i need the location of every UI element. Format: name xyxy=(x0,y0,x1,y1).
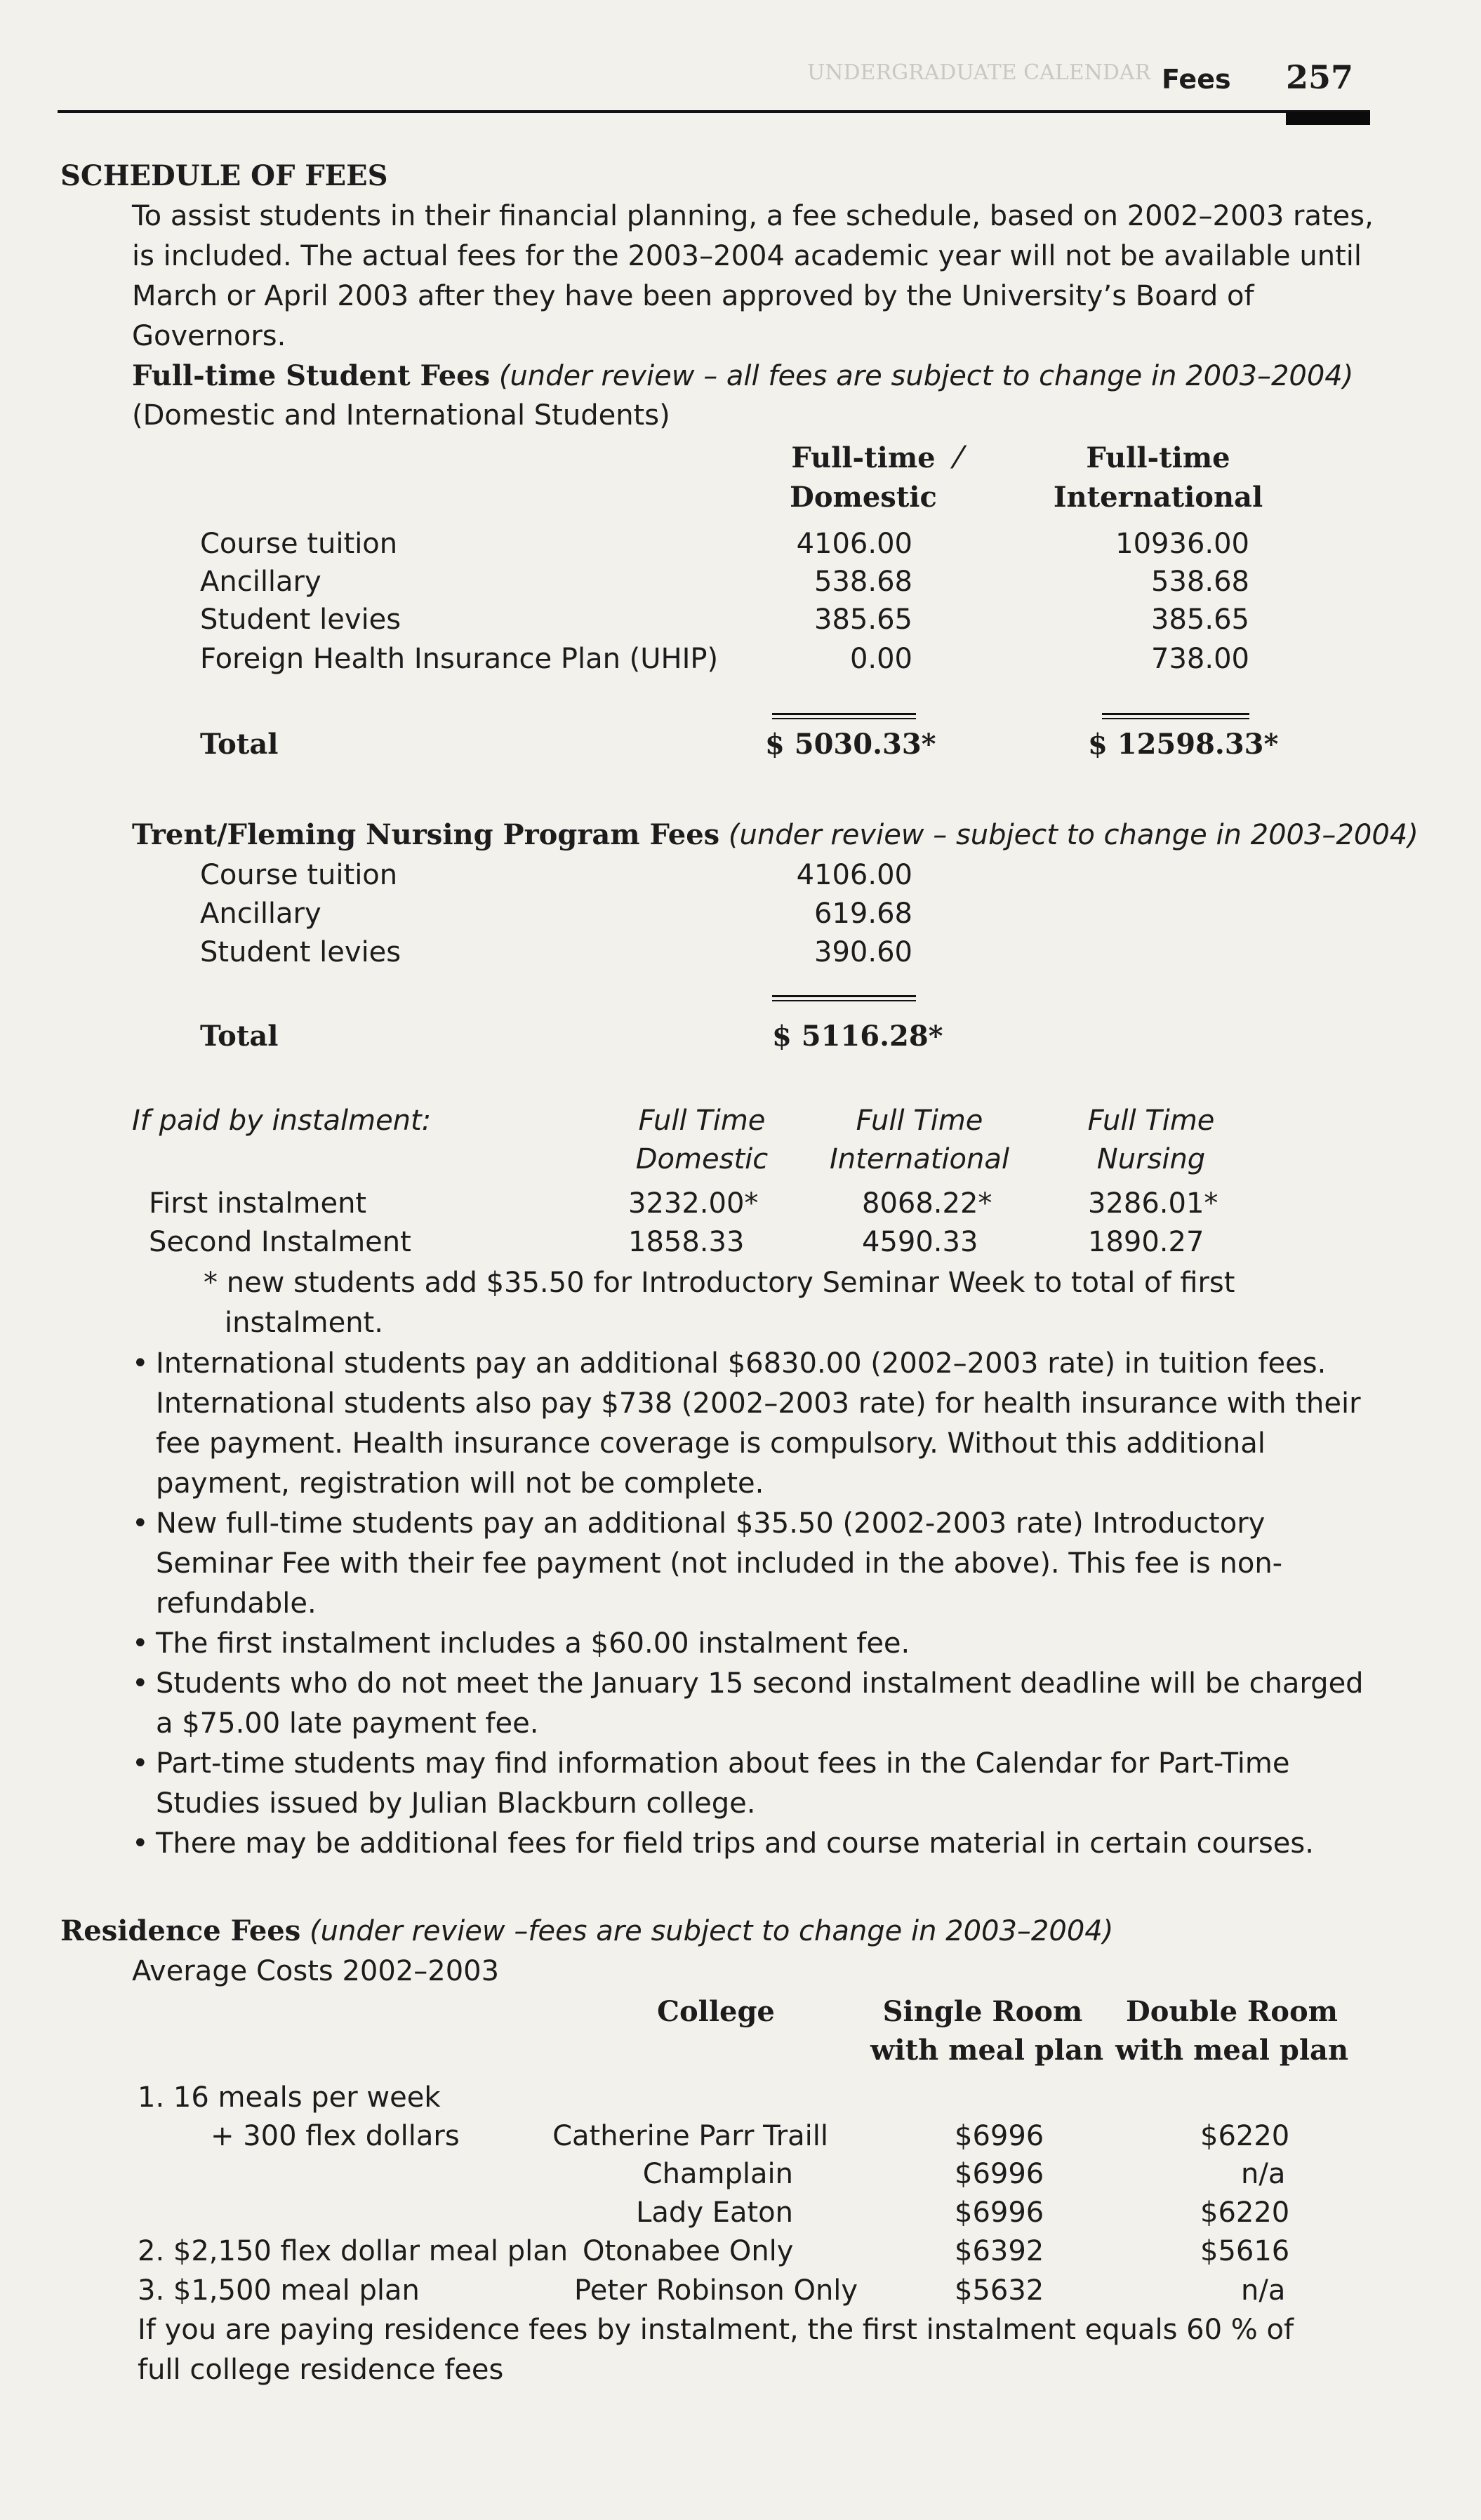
col-college: College xyxy=(657,1995,775,2028)
bullet-icon: • xyxy=(132,1667,149,1700)
nursing-value: 390.60 xyxy=(814,936,912,968)
header-tab xyxy=(1286,112,1370,125)
nursing-note: (under review – subject to change in 2003–2004) xyxy=(728,819,1419,851)
sum-rule xyxy=(1102,718,1249,719)
list-item xyxy=(132,1504,1377,1624)
plan-name: 3. $1,500 meal plan xyxy=(138,2274,420,2307)
row-label: Second Instalment xyxy=(149,1226,411,1258)
domestic-value: 0.00 xyxy=(849,643,912,675)
nursing-heading xyxy=(132,816,1419,854)
college-name: Lady Eaton xyxy=(636,2196,793,2229)
bullet-text: The first instalment includes a $60.00 instalment fee. xyxy=(156,1627,910,1660)
instalment-col-domestic: Full Time xyxy=(638,1105,766,1137)
college-name: Peter Robinson Only xyxy=(574,2274,858,2307)
running-head-section: Fees xyxy=(1162,64,1231,95)
col-domestic-line1: Full-time xyxy=(791,441,936,474)
show-through-text: UNDERGRADUATE CALENDAR xyxy=(807,60,1151,85)
col-double-line2: with meal plan xyxy=(1115,2034,1349,2067)
single-price: $5632 xyxy=(955,2274,1044,2307)
nursing-total-value: $ 5116.28* xyxy=(772,1020,943,1053)
list-item xyxy=(132,1744,1377,1824)
plan-1-line1: 1. 16 meals per week xyxy=(138,2081,441,2114)
instalment-value: 4590.33 xyxy=(862,1226,978,1258)
residence-heading xyxy=(60,1912,1113,1950)
col-single-line1: Single Room xyxy=(882,1995,1083,2028)
instalment-value: 1858.33 xyxy=(628,1226,745,1258)
domestic-value: 4106.00 xyxy=(796,528,912,560)
nursing-value: 619.68 xyxy=(814,898,912,930)
instalment-value: 3286.01* xyxy=(1088,1187,1218,1220)
single-price: $6392 xyxy=(955,2235,1044,2267)
list-item xyxy=(132,1824,1377,1864)
row-label: Student levies xyxy=(200,936,401,968)
bullet-text: International students pay an additional $6830.00 (2002–2003 rate) in tuition fees. International students also pay $738 (2002–2003 rate) for health insurance with their fee payment. Health insurance coverage is compulsory. Without this additional payment, registration will not be complete. xyxy=(156,1347,1361,1500)
domestic-value: 385.65 xyxy=(814,604,912,636)
fulltime-heading xyxy=(132,357,1353,395)
bullet-text: New full-time students pay an additional $35.50 (2002-2003 rate) Introductory Seminar Fee with their fee payment (not included in the above). This fee is non-refundable. xyxy=(156,1507,1283,1620)
row-label: Course tuition xyxy=(200,859,398,891)
college-name: Otonabee Only xyxy=(583,2235,794,2267)
instalment-footnote: * new students add $35.50 for Introductory Seminar Week to total of first instalment. xyxy=(204,1267,1235,1339)
fulltime-title: Full-time Student Fees xyxy=(132,359,491,392)
bullet-text: There may be additional fees for field trips and course material in certain courses. xyxy=(156,1827,1314,1860)
instalment-col-international: International xyxy=(830,1143,1009,1175)
row-label: Course tuition xyxy=(200,528,398,560)
list-item xyxy=(132,1664,1377,1744)
bullet-icon: • xyxy=(132,1627,149,1660)
col-double-line1: Double Room xyxy=(1126,1995,1338,2028)
international-value: 10936.00 xyxy=(1115,528,1249,560)
double-price: $6220 xyxy=(1200,2196,1290,2229)
instalment-value: 3232.00* xyxy=(628,1187,759,1220)
sum-rule xyxy=(1102,713,1249,715)
pen-mark: ⁄ xyxy=(956,440,962,476)
sum-rule xyxy=(772,713,916,715)
sum-rule xyxy=(772,1000,916,1001)
residence-note: (under review –fees are subject to change in 2003–2004) xyxy=(309,1915,1114,1947)
col-single-line2: with meal plan xyxy=(870,2034,1104,2067)
domestic-value: 538.68 xyxy=(814,566,912,598)
row-label: Ancillary xyxy=(200,566,321,598)
total-label: Total xyxy=(200,728,279,761)
total-domestic: $ 5030.33* xyxy=(765,728,936,761)
col-international-line2: International xyxy=(1053,481,1263,514)
college-name: Champlain xyxy=(642,2158,793,2190)
sum-rule xyxy=(772,718,916,719)
instalment-col-domestic: Domestic xyxy=(635,1143,769,1175)
bullet-icon: • xyxy=(132,1507,149,1540)
instalment-value: 1890.27 xyxy=(1088,1226,1204,1258)
row-label: Foreign Health Insurance Plan (UHIP) xyxy=(200,643,719,675)
instalment-label: If paid by instalment: xyxy=(132,1105,432,1137)
list-item xyxy=(132,1624,1377,1664)
single-price: $6996 xyxy=(955,2196,1044,2229)
fee-notes-list xyxy=(132,1344,1377,1864)
residence-footer-note: If you are paying residence fees by instalment, the first instalment equals 60 % of full college residence fees xyxy=(138,2314,1294,2386)
header-rule xyxy=(58,110,1370,113)
sum-rule xyxy=(772,995,916,997)
residence-subtitle: Average Costs 2002–2003 xyxy=(132,1955,500,1987)
bullet-icon: • xyxy=(132,1747,149,1780)
total-international: $ 12598.33* xyxy=(1088,728,1279,761)
bullet-icon: • xyxy=(132,1827,149,1860)
instalment-col-international: Full Time xyxy=(856,1105,983,1137)
college-name: Catherine Parr Traill xyxy=(552,2120,828,2152)
double-price: n/a xyxy=(1241,2158,1286,2190)
double-price: $6220 xyxy=(1200,2120,1290,2152)
page-number: 257 xyxy=(1286,58,1354,96)
residence-title: Residence Fees xyxy=(60,1914,301,1947)
international-value: 738.00 xyxy=(1151,643,1249,675)
plan-1-line2: + 300 flex dollars xyxy=(211,2120,460,2152)
single-price: $6996 xyxy=(955,2120,1044,2152)
col-international-line1: Full-time xyxy=(1086,441,1230,474)
list-item xyxy=(132,1344,1377,1504)
row-label: Student levies xyxy=(200,604,401,636)
intro-paragraph: To assist students in their financial planning, a fee schedule, based on 2002–2003 rates, is included. The actual fees for the 2003–2004 academic year will not be available until March or April 2003 after they have been approved by the University’s Board of Governors. xyxy=(132,200,1374,352)
international-value: 385.65 xyxy=(1151,604,1249,636)
section-heading: SCHEDULE OF FEES xyxy=(60,159,388,192)
instalment-col-nursing: Full Time xyxy=(1087,1105,1215,1137)
row-label: First instalment xyxy=(149,1187,367,1220)
fulltime-note: (under review – all fees are subject to change in 2003–2004) xyxy=(498,360,1354,392)
bullet-text: Part-time students may find information about fees in the Calendar for Part-Time Studies issued by Julian Blackburn college. xyxy=(156,1747,1290,1820)
double-price: n/a xyxy=(1241,2274,1286,2307)
double-price: $5616 xyxy=(1200,2235,1290,2267)
nursing-value: 4106.00 xyxy=(796,859,912,891)
instalment-value: 8068.22* xyxy=(862,1187,992,1220)
single-price: $6996 xyxy=(955,2158,1044,2190)
bullet-icon: • xyxy=(132,1347,149,1380)
plan-name: 2. $2,150 flex dollar meal plan xyxy=(138,2235,569,2267)
fulltime-subtitle: (Domestic and International Students) xyxy=(132,399,670,432)
instalment-col-nursing: Nursing xyxy=(1096,1143,1206,1175)
nursing-total-label: Total xyxy=(200,1020,279,1053)
nursing-title: Trent/Fleming Nursing Program Fees xyxy=(132,818,720,851)
international-value: 538.68 xyxy=(1151,566,1249,598)
row-label: Ancillary xyxy=(200,898,321,930)
col-domestic-line2: Domestic xyxy=(790,481,937,514)
bullet-text: Students who do not meet the January 15 second instalment deadline will be charged a $75.00 late payment fee. xyxy=(156,1667,1364,1740)
